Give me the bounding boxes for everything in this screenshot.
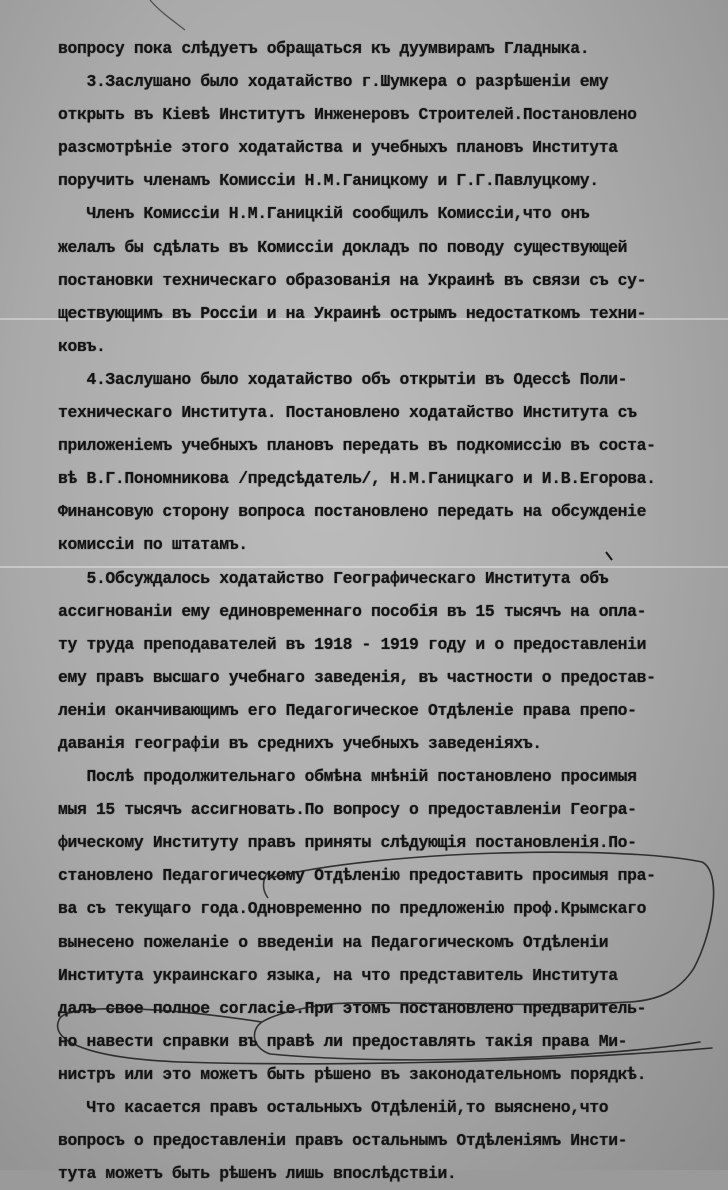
paragraph-resolution [58,760,714,1091]
text-line: ассигнованіи ему единовременнаго пособія въ 15 тысячъ на оплa- [58,601,647,621]
text-line: 5.Обсуждалось ходатайство Географическаго Института объ [58,568,609,588]
paragraph-continuation [58,32,714,65]
text-line: 4.Заслушано было ходатайство объ открытіи въ Одессѣ Поли- [58,369,628,389]
text-line: Членъ Комиссіи Н.М.Ганицкій сообщилъ Комиссіи,что онъ [58,204,590,224]
typed-text-body [58,32,714,1190]
text-line: постановки техническаго образованія на Украинѣ въ связи съ су- [58,270,647,290]
text-line: Что касается правъ остальныхъ Отдѣленій,то выяснено,что [58,1098,609,1117]
text-line: далъ свое полное согласіе.При этомъ постановлено предваритель- [58,998,647,1018]
paragraph-ganitsky-report [58,197,714,362]
text-line: даванія географіи въ среднихъ учебныхъ заведеніяхъ. [58,733,542,753]
text-line: ществующимъ въ Россіи и на Украинѣ острымъ недостаткомъ техни- [58,303,647,323]
text-line: нистръ или это можетъ быть рѣшено въ законодательномъ порядкѣ. [58,1064,647,1084]
text-line: открыть въ Кіевѣ Институтъ Инженеровъ Строителей.Постановлено [58,105,637,125]
text-line: вѣ В.Г.Пономникова /предсѣдатель/, Н.М.Ганицкаго и И.В.Егорова. [58,469,656,489]
text-line: тута можетъ быть рѣшенъ лишь впослѣдствіи. [58,1164,457,1184]
text-line: вопросу пока слѣдуетъ обращаться къ дуумвирамъ Гладныка. [58,39,590,58]
text-line: Института украинскаго языка, на что представитель Института [58,965,618,985]
text-line: комиссіи по штатамъ. [58,535,248,555]
text-line: фическому Институту правъ приняты слѣдующія постановленія.По- [58,833,637,853]
text-line: приложеніемъ учебныхъ плановъ передать въ подкомиссію въ соста- [58,436,656,456]
text-line: но навести справки въ правѣ ли предоставлять такія права Ми- [58,1031,628,1051]
text-line: леніи оканчивающимъ его Педагогическое Отдѣленіе права препо- [58,700,637,720]
text-line: вынесено пожеланіе о введеніи на Педагогическомъ Отдѣленіи [58,932,609,952]
text-line: разсмотрѣніе этого ходатайства и учебныхъ плановъ Института [58,138,618,158]
text-line: Послѣ продолжительнаго обмѣна мнѣній постановлено просимыя [58,767,637,787]
text-line: вопросъ о предоставленіи правъ остальнымъ Отдѣленіямъ Инсти- [58,1131,628,1151]
paragraph-item-5 [58,562,714,761]
text-line: ковъ. [58,336,106,356]
text-line: ту труда преподавателей въ 1918 - 1919 году и о предоставленіи [58,634,647,654]
text-line: мыя 15 тысячъ ассигновать.По вопросу о предоставленіи Геогра- [58,800,637,820]
text-line: ему правъ высшаго учебнаго заведенія, въ частности о предостав- [58,667,656,687]
paragraph-item-4 [58,363,714,562]
text-line: ва съ текущаго года.Одновременно по предложенію проф.Крымскаго [58,899,647,919]
pen-stroke-mark [150,0,185,30]
paragraph-other-departments [58,1091,714,1190]
text-line: Финансовую сторону вопроса постановлено передать на обсужденіе [58,502,647,522]
text-line: техническаго Института. Постановлено ходатайство Института съ [58,403,637,423]
text-line: 3.Заслушано было ходатайство г.Шумкера о разрѣшеніи ему [58,72,609,92]
text-line: желалъ бы сдѣлать въ Комиссіи докладъ по поводу существующей [58,237,628,257]
text-line: поручить членамъ Комиссіи Н.М.Ганицкому и Г.Г.Павлуцкому. [58,171,599,191]
paragraph-item-3 [58,65,714,197]
text-line: становлено Педагогическому Отдѣленію предоставить просимыя пра- [58,866,656,886]
